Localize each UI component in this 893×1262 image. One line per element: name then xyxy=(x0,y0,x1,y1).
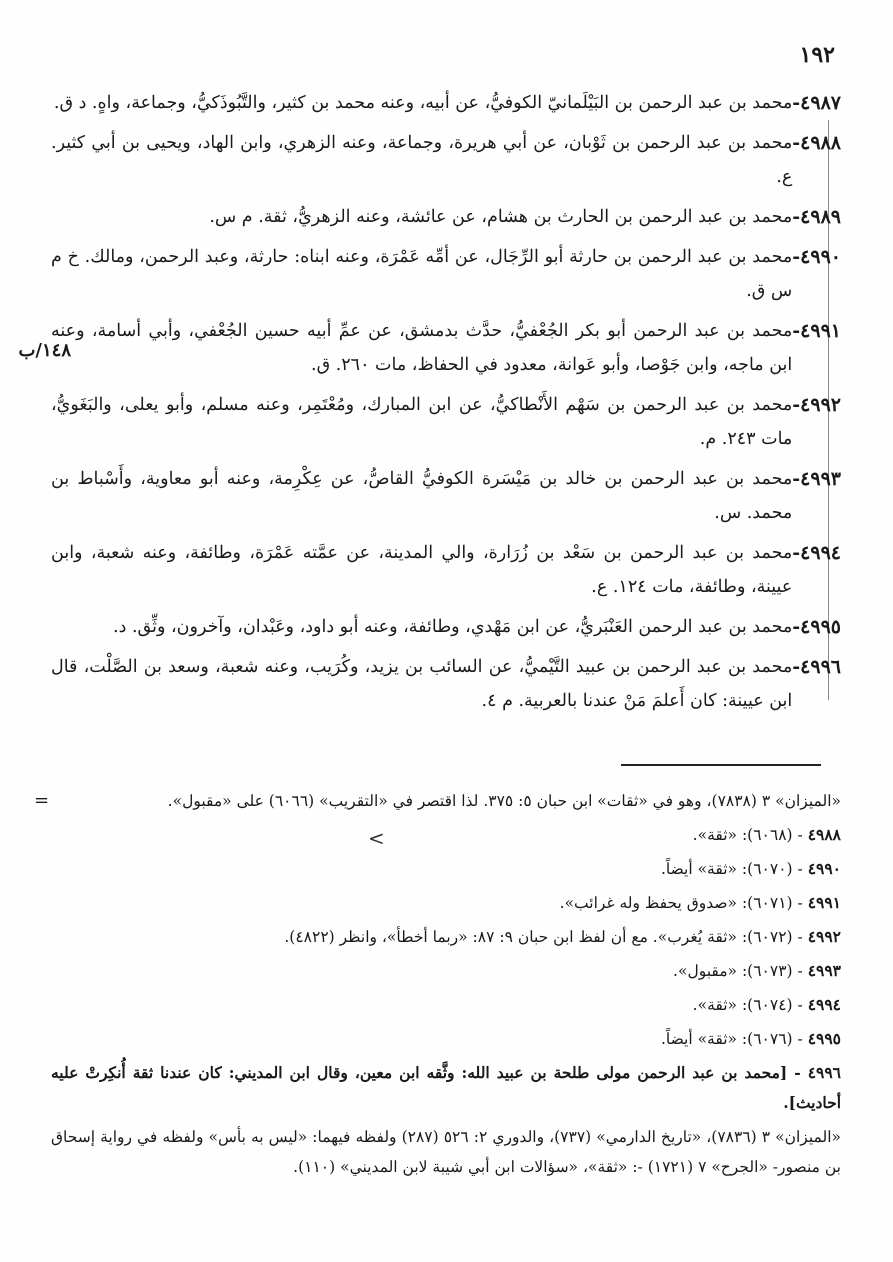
footnote-number: ٤٩٩٦ xyxy=(807,1063,841,1082)
entry-text: محمد بن عبد الرحمن بن خالد بن مَيْسَرة الكوفيُّ القاصُّ، عن عِكْرِمة، وعنه أبو معاوية، وأَسْباط بن محمد. س. xyxy=(51,469,793,523)
entry-item: ٤٩٩٦ - محمد بن عبد الرحمن بن عبيد التَّيْميُّ، عن السائب بن يزيد، وكُرَيب، وعنه شعبة، وسعد بن الصَّلْت، قال ابن عيينة: كان أَعلمَ مَنْ عندنا بالعربية. م ٤. xyxy=(51,650,841,718)
entry-item: ٤٩٩٥ - محمد بن عبد الرحمن العَنْبَريُّ، عن ابن مَهْدي، وطائفة، وعنه أبو داود، وعَبْدان، وآخرون، وثِّق. د. xyxy=(51,610,841,644)
margin-folio-note: ١٤٨/ب xyxy=(18,340,71,361)
entry-number: ٤٩٩٠ xyxy=(800,246,841,268)
entry-text: محمد بن عبد الرحمن بن سَعْد بن زُرَارة، والي المدينة، عن عمَّته عَمْرَة، وطائفة، وعنه شعبة، وابن عيينة، وطائفة، مات ١٢٤. ع. xyxy=(51,543,793,597)
footnote-number: ٤٩٩٠ xyxy=(807,859,841,878)
footnote-line xyxy=(51,888,841,918)
footnote-number: ٤٩٩٣ xyxy=(807,961,841,980)
footnote-text: - (٦٠٧٢): «ثقة يُغرب». مع أن لفظ ابن حبان ٩: ٨٧: «ربما أخطأ»، وانظر (٤٨٢٢). xyxy=(284,928,803,946)
entry-number: ٤٩٨٨ xyxy=(800,132,841,154)
footnote-text: - [محمد بن عبد الرحمن مولى طلحة بن عبيد الله: وثَّقه ابن معين، وقال ابن المديني: كان عندنا ثقة أُنكِرتْ عليه أحاديث]. xyxy=(51,1063,841,1112)
entry-item: ٤٩٩٤ - محمد بن عبد الرحمن بن سَعْد بن زُرَارة، والي المدينة، عن عمَّته عَمْرَة، وطائفة، وعنه شعبة، وابن عيينة، وطائفة، مات ١٢٤. ع. xyxy=(51,536,841,604)
entry-number: ٤٩٩٢ xyxy=(800,394,841,416)
page-number: ١٩٢ xyxy=(799,42,835,68)
entry-item: ٤٩٨٧ - محمد بن عبد الرحمن بن البَيْلَمانيّ الكوفيُّ، عن أبيه، وعنه محمد بن كثير، والتَّبُوذَكيُّ، وجماعة، واهٍ. د ق. xyxy=(51,86,841,120)
footnote-number: ٤٩٩٥ xyxy=(807,1029,841,1048)
entry-item: ٤٩٩٣ - محمد بن عبد الرحمن بن خالد بن مَيْسَرة الكوفيُّ القاصُّ، عن عِكْرِمة، وعنه أبو معاوية، وأَسْباط بن محمد. س. xyxy=(51,462,841,530)
footnote-text: «الميزان» ٣ (٧٨٣٨)، وهو في «ثقات» ابن حبان ٥: ٣٧٥. لذا اقتصر في «التقريب» (٦٠٦٦) على «مقبول». xyxy=(167,792,841,810)
footnote-number: ٤٩٩١ xyxy=(807,893,841,912)
entry-text: محمد بن عبد الرحمن بن حارثة أبو الرِّجَال، عن أمِّه عَمْرَة، وعنه ابناه: حارثة، وعبد الرحمن، ومالك. خ م س ق. xyxy=(51,247,793,301)
footnote-number: ٤٩٩٢ xyxy=(807,927,841,946)
footnote-line xyxy=(51,786,841,816)
entry-number: ٤٩٩٦ xyxy=(800,656,841,678)
entry-number: ٤٩٨٩ xyxy=(800,206,841,228)
footnote-line xyxy=(51,1122,841,1182)
footnote-number: ٤٩٩٤ xyxy=(807,995,841,1014)
entry-number: ٤٩٩٤ xyxy=(800,542,841,564)
footnote-text: - (٦٠٧٦): «ثقة» أيضاً. xyxy=(660,1030,803,1048)
entry-item: ٤٩٩٢ - محمد بن عبد الرحمن بن سَهْم الأَنْطاكيُّ، عن ابن المبارك، ومُعْتَمِر، وعنه مسلم، وأبو يعلى، والبَغَويُّ، مات ٢٤٣. م. xyxy=(51,388,841,456)
entry-text: محمد بن عبد الرحمن بن سَهْم الأَنْطاكيُّ، عن ابن المبارك، ومُعْتَمِر، وعنه مسلم، وأبو يعلى، والبَغَويُّ، مات ٢٤٣. م. xyxy=(51,395,793,449)
footnote-line xyxy=(51,922,841,952)
entry-number: ٤٩٩٣ xyxy=(800,468,841,490)
footnote-line xyxy=(51,990,841,1020)
footnote-line xyxy=(51,956,841,986)
footnote-text: «الميزان» ٣ (٧٨٣٦)، «تاريخ الدارمي» (٧٣٧)، والدوري ٢: ٥٢٦ (٢٨٧) ولفظه فيهما: «ليس به بأس» ولفظه في رواية إسحاق بن منصور- «الجرح» ٧ (١٧٢١) -: «ثقة»، «سؤالات ابن أبي شيبة لابن المديني» (١١٠). xyxy=(51,1128,841,1176)
entry-text: محمد بن عبد الرحمن بن ثَوْبان، عن أبي هريرة، وجماعة، وعنه الزهري، وابن الهاد، ويحيى بن أبي كثير. ع. xyxy=(51,133,793,187)
entries-list xyxy=(51,86,841,724)
footnote-line xyxy=(51,854,841,884)
continuation-marker: = xyxy=(34,790,50,811)
entry-number: ٤٩٩١ xyxy=(800,320,841,342)
entry-item: ٤٩٩٠ - محمد بن عبد الرحمن بن حارثة أبو الرِّجَال، عن أمِّه عَمْرَة، وعنه ابناه: حارثة، وعبد الرحمن، ومالك. خ م س ق. xyxy=(51,240,841,308)
entry-item: ٤٩٩١ - محمد بن عبد الرحمن أبو بكر الجُعْفيُّ، حدَّث بدمشق، عن عمِّ أبيه حسين الجُعْفي، وأبي أسامة، وعنه ابن ماجه، وابن جَوْصا، وأبو عَوانة، معدود في الحفاظ، مات ٢٦٠. ق. xyxy=(51,314,841,382)
entry-text: محمد بن عبد الرحمن بن البَيْلَمانيّ الكوفيُّ، عن أبيه، وعنه محمد بن كثير، والتَّبُوذَكيُّ، وجماعة، واهٍ. د ق. xyxy=(53,93,793,113)
entry-text: محمد بن عبد الرحمن العَنْبَريُّ، عن ابن مَهْدي، وطائفة، وعنه أبو داود، وعَبْدان، وآخرون، وثِّق. د. xyxy=(113,617,793,637)
entry-text: محمد بن عبد الرحمن بن عبيد التَّيْميُّ، عن السائب بن يزيد، وكُرَيب، وعنه شعبة، وسعد بن الصَّلْت، قال ابن عيينة: كان أَعلمَ مَنْ عندنا بالعربية. م ٤. xyxy=(51,657,793,711)
footnote-separator xyxy=(621,764,821,766)
footnote-line xyxy=(51,820,841,850)
entry-number: ٤٩٨٧ xyxy=(800,92,841,114)
footnote-text: - (٦٠٧٤): «ثقة». xyxy=(692,996,803,1014)
footnote-text: - (٦٠٧٣): «مقبول». xyxy=(673,962,803,980)
entry-number: ٤٩٩٥ xyxy=(800,616,841,638)
footnote-text: - (٦٠٧١): «صدوق يحفظ وله غرائب». xyxy=(559,894,803,912)
footnote-text: - (٦٠٧٠): «ثقة» أيضاً. xyxy=(660,860,803,878)
entry-item: ٤٩٨٩ - محمد بن عبد الرحمن بن الحارث بن هشام، عن عائشة، وعنه الزهريُّ، ثقة. م س. xyxy=(51,200,841,234)
footnote-line xyxy=(51,1024,841,1054)
footnote-text: - (٦٠٦٨): «ثقة». xyxy=(692,826,803,844)
entry-text: محمد بن عبد الرحمن بن الحارث بن هشام، عن عائشة، وعنه الزهريُّ، ثقة. م س. xyxy=(209,207,793,227)
caret-mark: < xyxy=(368,826,385,850)
footnotes xyxy=(51,786,841,1186)
entry-item: ٤٩٨٨ - محمد بن عبد الرحمن بن ثَوْبان، عن أبي هريرة، وجماعة، وعنه الزهري، وابن الهاد، ويحيى بن أبي كثير. ع. xyxy=(51,126,841,194)
footnote-line xyxy=(51,1058,841,1118)
footnote-number: ٤٩٨٨ xyxy=(807,825,841,844)
entry-text: محمد بن عبد الرحمن أبو بكر الجُعْفيُّ، حدَّث بدمشق، عن عمِّ أبيه حسين الجُعْفي، وأبي أسامة، وعنه ابن ماجه، وابن جَوْصا، وأبو عَوانة، معدود في الحفاظ، مات ٢٦٠. ق. xyxy=(51,321,793,375)
